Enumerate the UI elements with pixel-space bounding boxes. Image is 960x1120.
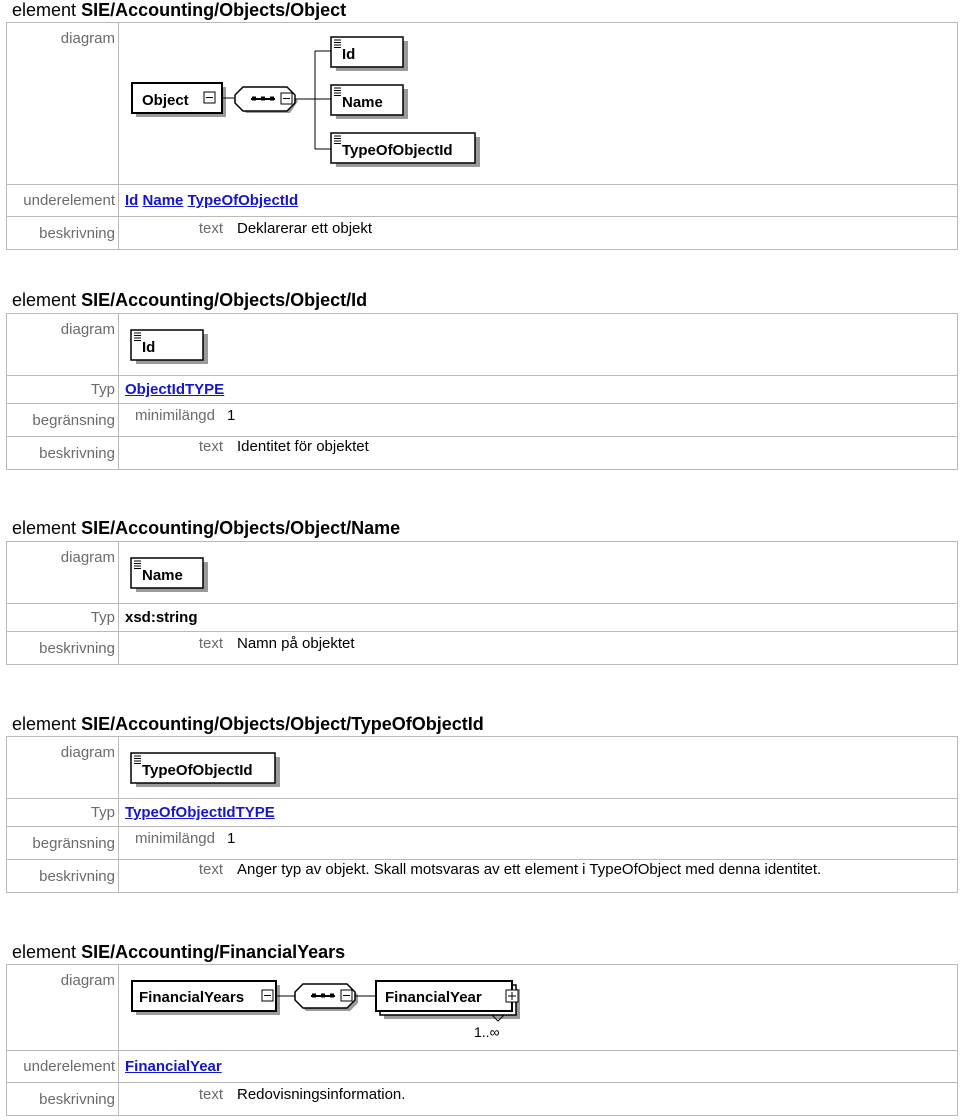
svg-text:Name: Name bbox=[342, 94, 383, 111]
svg-text:FinancialYears: FinancialYears bbox=[139, 989, 245, 1006]
underelement-cell bbox=[119, 1051, 958, 1083]
node-name[interactable] bbox=[331, 85, 408, 119]
section-heading: element SIE/Accounting/FinancialYears bbox=[12, 942, 346, 962]
element-table bbox=[6, 313, 958, 470]
diagram-label: diagram bbox=[7, 314, 119, 376]
svg-text:Id: Id bbox=[142, 339, 156, 356]
diagram-label: diagram bbox=[7, 542, 119, 604]
diagram-label: diagram bbox=[7, 965, 119, 1051]
beskrivning-cell bbox=[119, 860, 958, 893]
text-label: text bbox=[198, 438, 223, 455]
diagram-cell bbox=[119, 737, 958, 799]
child-link-name[interactable]: Name bbox=[142, 192, 184, 209]
section-heading: element SIE/Accounting/Objects/Object bbox=[12, 0, 347, 20]
diagram-cell bbox=[119, 314, 958, 376]
diagram-label: diagram bbox=[7, 737, 119, 799]
element-path: SIE/Accounting/Objects/Object bbox=[81, 0, 347, 20]
begransning-label: begränsning bbox=[7, 827, 119, 860]
schema-diagram bbox=[119, 965, 539, 1049]
type-link[interactable]: ObjectIdTYPE bbox=[125, 381, 225, 398]
description-text: Anger typ av objekt. Skall motsvaras av ett element i TypeOfObject med denna identitet. bbox=[237, 861, 822, 878]
type-value: xsd:string bbox=[125, 609, 198, 626]
node-typeofobjectid[interactable] bbox=[331, 133, 480, 167]
beskrivning-cell bbox=[119, 1083, 958, 1116]
element-path: SIE/Accounting/FinancialYears bbox=[81, 942, 346, 962]
underelement-label: underelement bbox=[7, 185, 119, 217]
typ-label: Typ bbox=[7, 604, 119, 632]
begransning-cell bbox=[119, 827, 958, 860]
text-label: text bbox=[198, 220, 223, 237]
svg-text:TypeOfObjectId: TypeOfObjectId bbox=[342, 142, 453, 159]
node-financialyears[interactable] bbox=[132, 981, 280, 1015]
text-label: text bbox=[198, 1086, 223, 1103]
child-link-typeofobjectid[interactable]: TypeOfObjectId bbox=[187, 192, 299, 209]
beskrivning-label: beskrivning bbox=[7, 632, 119, 665]
svg-text:TypeOfObjectId: TypeOfObjectId bbox=[142, 762, 253, 779]
underelement-label: underelement bbox=[7, 1051, 119, 1083]
element-path: SIE/Accounting/Objects/Object/Name bbox=[81, 518, 401, 538]
text-label: text bbox=[198, 635, 223, 652]
diagram-cell bbox=[119, 23, 958, 185]
schema-diagram bbox=[119, 542, 239, 602]
svg-text:Object: Object bbox=[142, 92, 189, 109]
child-link-id[interactable]: Id bbox=[125, 192, 139, 209]
diagram-cell bbox=[119, 965, 958, 1051]
svg-text:Id: Id bbox=[342, 46, 356, 63]
element-table bbox=[6, 541, 958, 665]
beskrivning-label: beskrivning bbox=[7, 217, 119, 250]
node-name[interactable] bbox=[131, 558, 208, 592]
beskrivning-label: beskrivning bbox=[7, 1083, 119, 1116]
typ-label: Typ bbox=[7, 376, 119, 404]
node-id[interactable] bbox=[331, 37, 408, 71]
minimilangd-value: 1 bbox=[227, 830, 236, 847]
diagram-label: diagram bbox=[7, 23, 119, 185]
node-typeofobjectid[interactable] bbox=[131, 753, 280, 787]
node-object[interactable] bbox=[132, 83, 226, 117]
child-link-financialyear[interactable]: FinancialYear bbox=[125, 1058, 222, 1075]
schema-diagram bbox=[119, 23, 519, 183]
node-id[interactable] bbox=[131, 330, 208, 364]
text-label: text bbox=[198, 861, 223, 878]
description-text: Redovisningsinformation. bbox=[237, 1086, 406, 1103]
beskrivning-cell bbox=[119, 632, 958, 665]
begransning-label: begränsning bbox=[7, 404, 119, 437]
section-heading: element SIE/Accounting/Objects/Object/Id bbox=[12, 290, 368, 310]
begransning-cell bbox=[119, 404, 958, 437]
element-path: SIE/Accounting/Objects/Object/TypeOfObjectId bbox=[81, 714, 484, 734]
description-text: Namn på objektet bbox=[237, 635, 355, 652]
sequence-compositor-icon bbox=[235, 87, 298, 113]
beskrivning-label: beskrivning bbox=[7, 437, 119, 470]
node-financialyear[interactable] bbox=[376, 981, 520, 1021]
svg-text:FinancialYear: FinancialYear bbox=[385, 989, 482, 1006]
typ-label: Typ bbox=[7, 799, 119, 827]
sequence-compositor-icon bbox=[295, 984, 358, 1011]
beskrivning-cell bbox=[119, 217, 958, 250]
section-heading: element SIE/Accounting/Objects/Object/TypeOfObjectId bbox=[12, 714, 484, 734]
type-link[interactable]: TypeOfObjectIdTYPE bbox=[125, 804, 275, 821]
minimilangd-value: 1 bbox=[227, 407, 236, 424]
minimilangd-label: minimilängd bbox=[134, 407, 215, 424]
typ-cell bbox=[119, 604, 958, 632]
typ-cell bbox=[119, 799, 958, 827]
beskrivning-label: beskrivning bbox=[7, 860, 119, 893]
diagram-cell bbox=[119, 542, 958, 604]
minimilangd-label: minimilängd bbox=[134, 830, 215, 847]
schema-diagram bbox=[119, 737, 309, 797]
description-text: Identitet för objektet bbox=[237, 438, 369, 455]
beskrivning-cell bbox=[119, 437, 958, 470]
element-table bbox=[6, 22, 958, 250]
svg-text:Name: Name bbox=[142, 567, 183, 584]
element-table bbox=[6, 964, 958, 1116]
element-table bbox=[6, 736, 958, 893]
description-text: Deklarerar ett objekt bbox=[237, 220, 373, 237]
element-path: SIE/Accounting/Objects/Object/Id bbox=[81, 290, 368, 310]
occurrence-label: 1..∞ bbox=[474, 1024, 500, 1040]
underelement-cell bbox=[119, 185, 958, 217]
section-heading: element SIE/Accounting/Objects/Object/Name bbox=[12, 518, 401, 538]
typ-cell bbox=[119, 376, 958, 404]
schema-diagram bbox=[119, 314, 239, 374]
